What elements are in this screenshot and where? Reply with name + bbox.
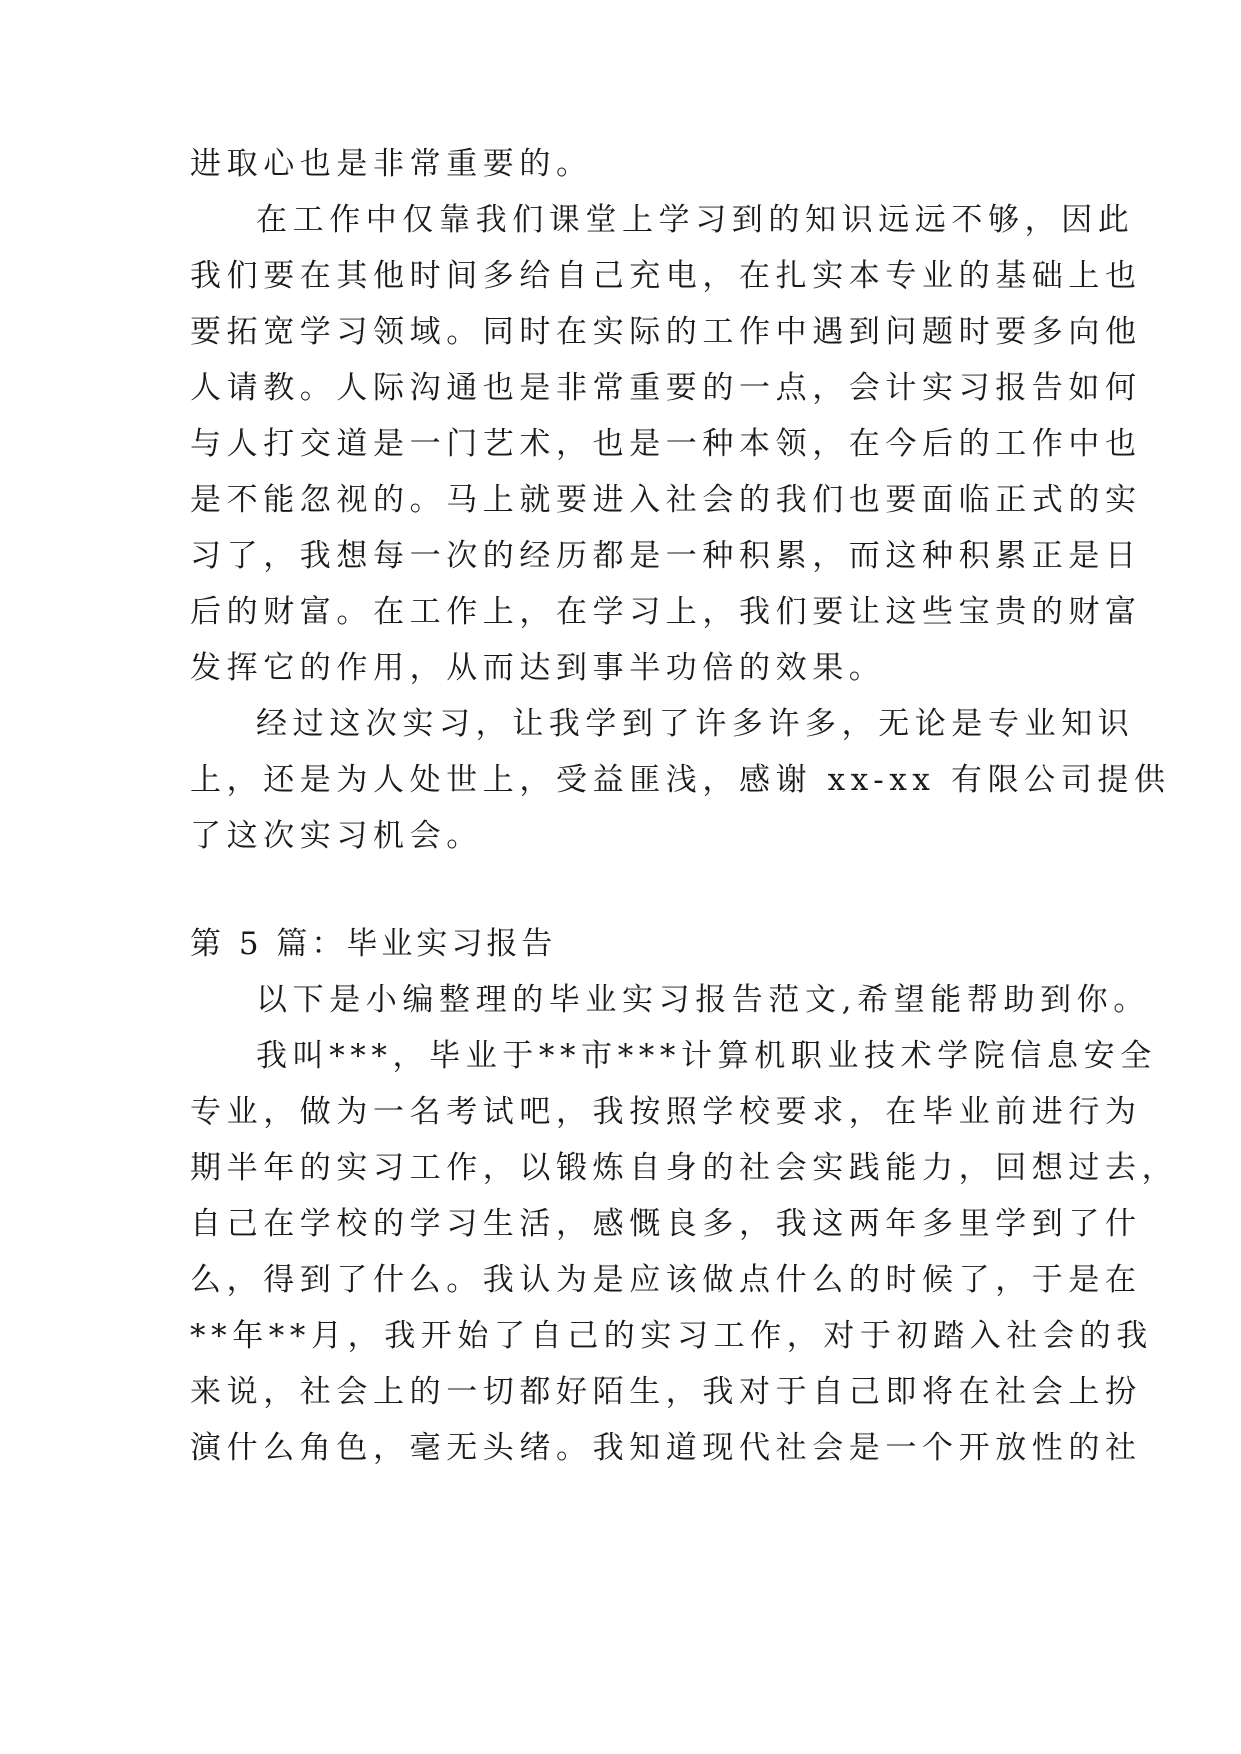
paragraph-line: 是不能忽视的。马上就要进入社会的我们也要面临正式的实	[190, 482, 1142, 518]
paragraph-line: 人请教。人际沟通也是非常重要的一点，会计实习报告如何	[190, 370, 1142, 406]
paragraph-line: 习了，我想每一次的经历都是一种积累，而这种积累正是日	[190, 538, 1142, 574]
paragraph-line: 了这次实习机会。	[190, 818, 483, 854]
paragraph-line: 期半年的实习工作，以锻炼自身的社会实践能力，回想过去，	[190, 1150, 1179, 1186]
paragraph-line: 我叫***，毕业于**市***计算机职业技术学院信息安全	[256, 1038, 1157, 1074]
paragraph-line: 来说，社会上的一切都好陌生，我对于自己即将在社会上扮	[190, 1374, 1142, 1410]
paragraph-line: 专业，做为一名考试吧，我按照学校要求，在毕业前进行为	[190, 1094, 1142, 1130]
paragraph-line: 以下是小编整理的毕业实习报告范文,希望能帮助到你。	[256, 982, 1150, 1018]
paragraph-line: 我们要在其他时间多给自己充电，在扎实本专业的基础上也	[190, 258, 1142, 294]
paragraph-line: 么，得到了什么。我认为是应该做点什么的时候了，于是在	[190, 1262, 1142, 1298]
paragraph-line: **年**月，我开始了自己的实习工作，对于初踏入社会的我	[190, 1318, 1153, 1354]
paragraph-line: 与人打交道是一门艺术，也是一种本领，在今后的工作中也	[190, 426, 1142, 462]
paragraph-line: 上，还是为人处世上，受益匪浅，感谢 xx-xx 有限公司提供	[190, 762, 1171, 798]
paragraph-line: 经过这次实习，让我学到了许多许多，无论是专业知识	[256, 706, 1135, 742]
paragraph-line: 发挥它的作用，从而达到事半功倍的效果。	[190, 650, 886, 686]
paragraph-line: 自己在学校的学习生活，感慨良多，我这两年多里学到了什	[190, 1206, 1142, 1242]
paragraph-line: 演什么角色，毫无头绪。我知道现代社会是一个开放性的社	[190, 1430, 1142, 1466]
paragraph-line: 进取心也是非常重要的。	[190, 146, 593, 182]
paragraph-line: 后的财富。在工作上，在学习上，我们要让这些宝贵的财富	[190, 594, 1142, 630]
paragraph-line: 要拓宽学习领域。同时在实际的工作中遇到问题时要多向他	[190, 314, 1142, 350]
section-heading: 第 5 篇：毕业实习报告	[190, 926, 557, 962]
paragraph-line: 在工作中仅靠我们课堂上学习到的知识远远不够，因此	[256, 202, 1135, 238]
